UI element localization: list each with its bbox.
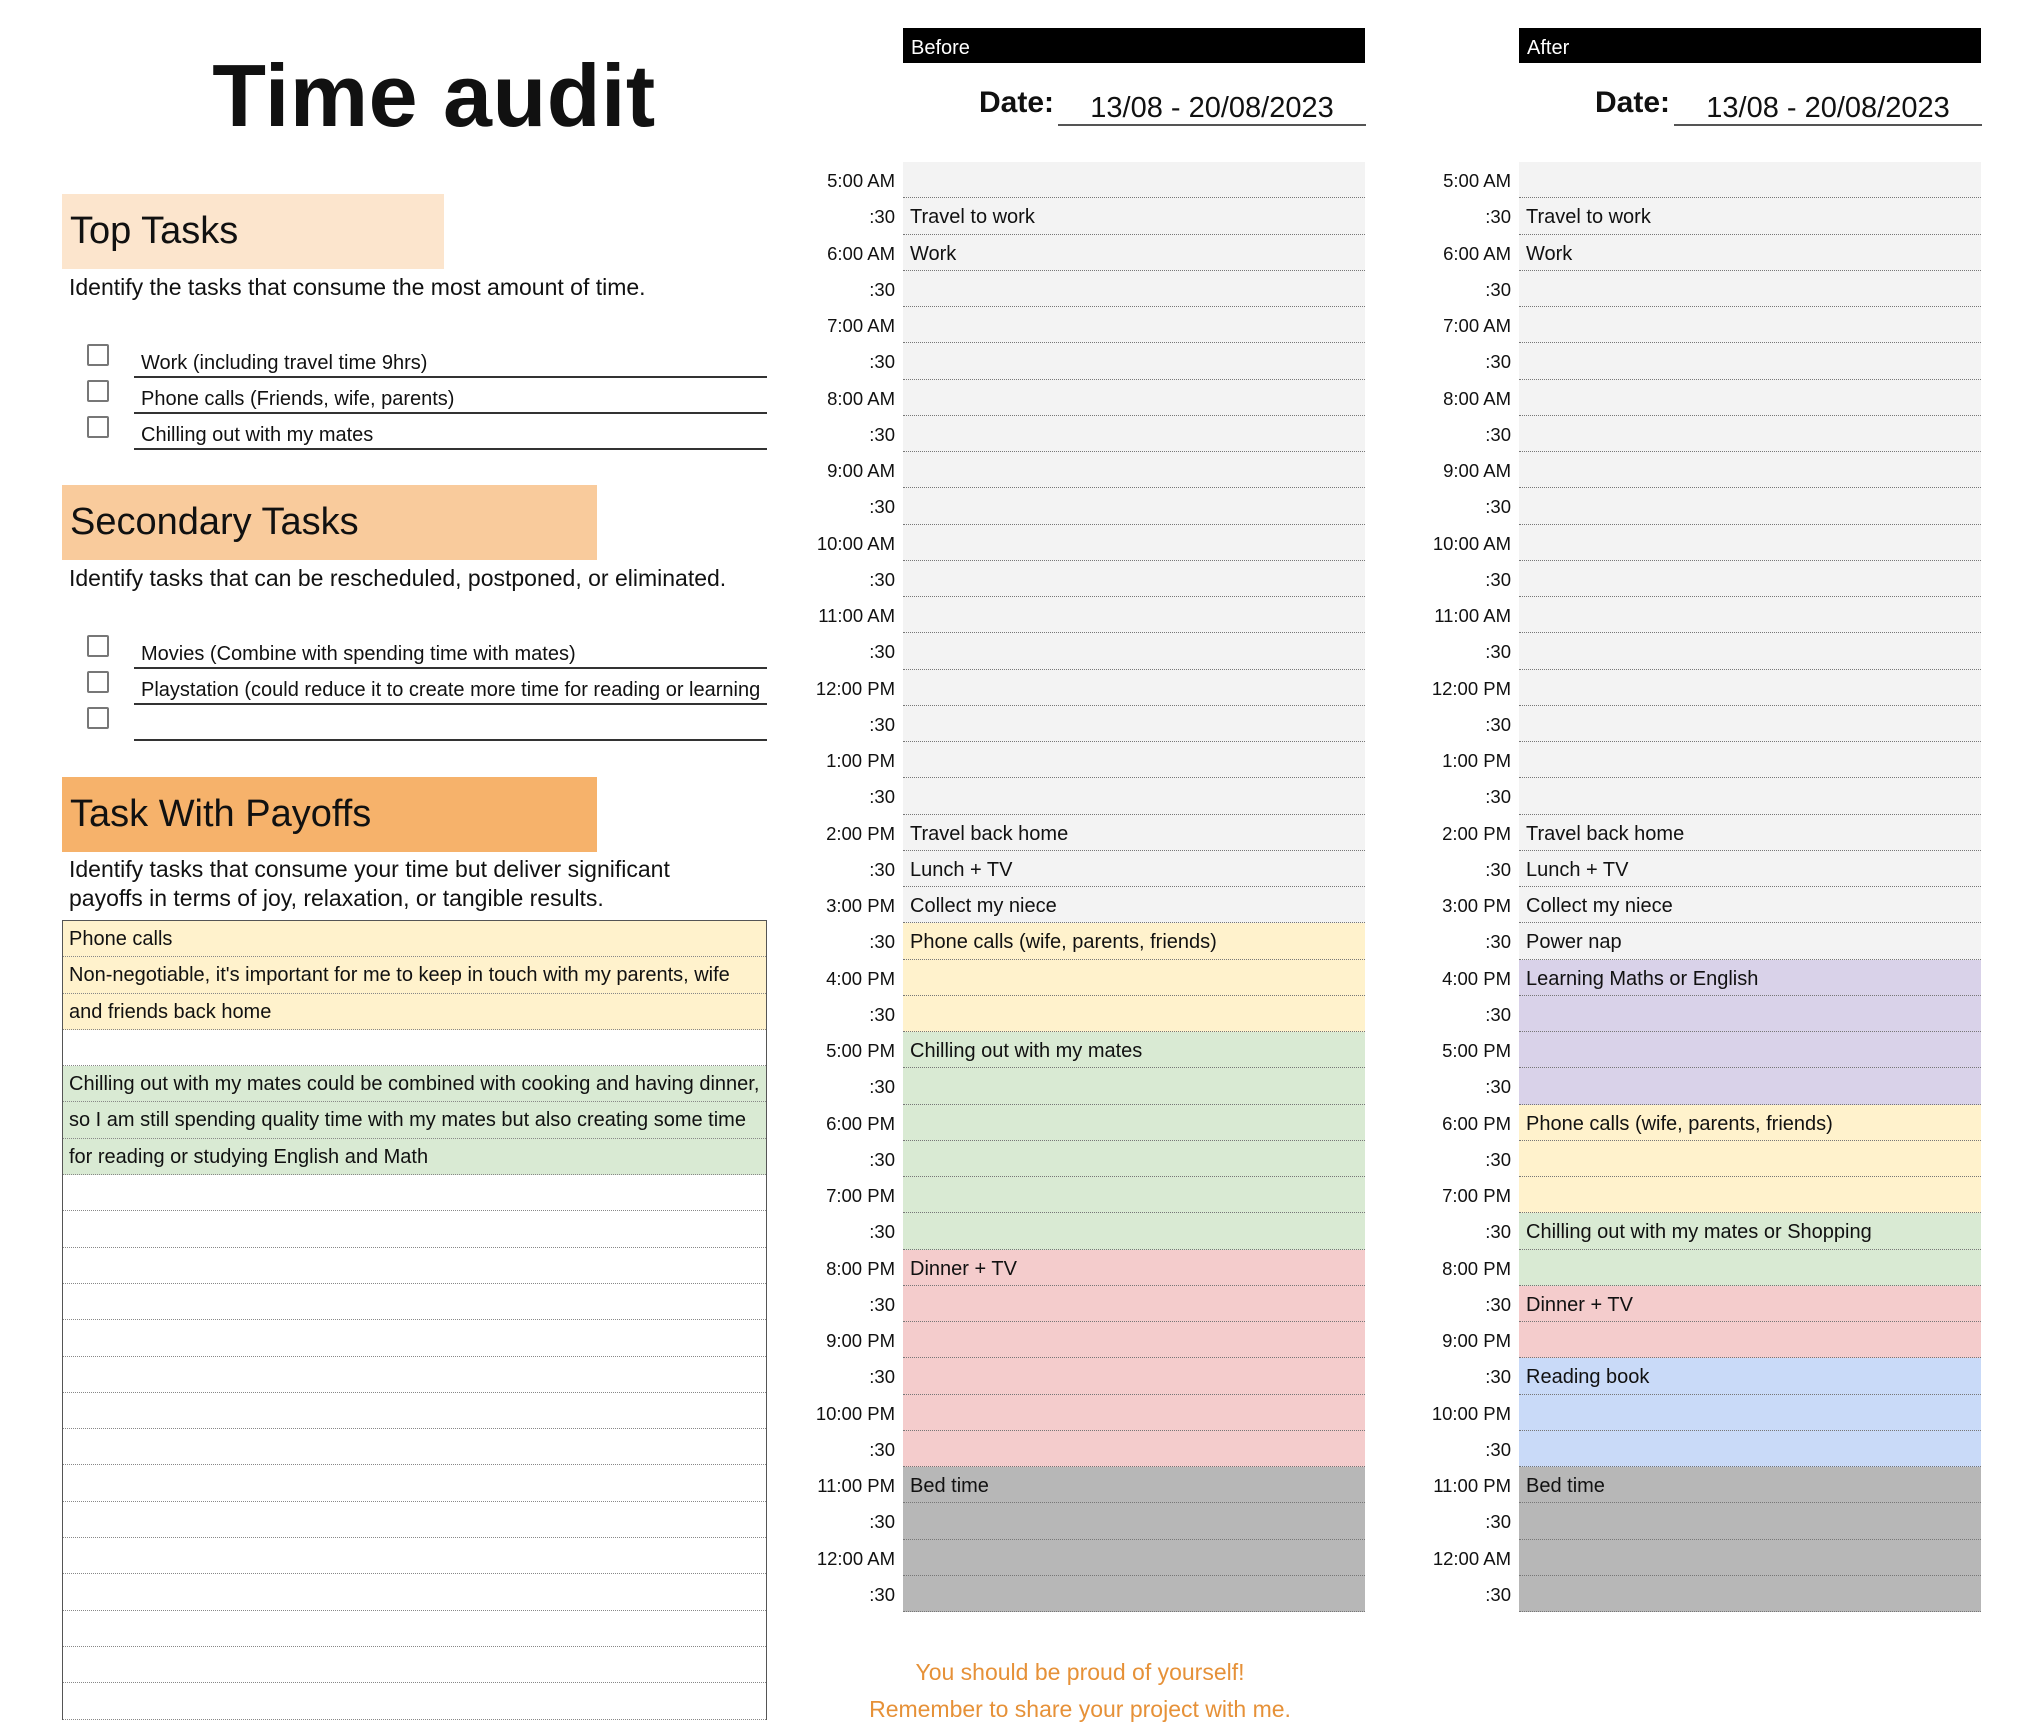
activity-cell[interactable] (1519, 162, 1981, 198)
checklist-item (87, 414, 767, 450)
time-label: 9:00 AM (827, 460, 895, 481)
activity-cell[interactable] (1519, 525, 1981, 561)
activity-cell[interactable] (903, 778, 1365, 814)
activity-cell[interactable] (903, 1141, 1365, 1177)
payoff-row[interactable]: Phone calls (63, 921, 766, 957)
time-label: :30 (1485, 1511, 1511, 1533)
activity-cell[interactable] (1519, 416, 1981, 452)
time-label: :30 (1485, 1003, 1511, 1025)
activity-cell[interactable] (903, 1503, 1365, 1539)
time-label: 7:00 PM (826, 1185, 895, 1206)
activity-cell[interactable] (1519, 1503, 1981, 1539)
activity-cell[interactable] (903, 343, 1365, 379)
time-label: :30 (1485, 568, 1511, 590)
time-label: :30 (869, 641, 895, 663)
activity-cell[interactable]: Lunch + TV (903, 851, 1365, 887)
time-label: 7:00 AM (827, 315, 895, 336)
time-label: :30 (1485, 858, 1511, 880)
time-label: :30 (869, 1148, 895, 1170)
task-payoffs-description-line2: payoffs in terms of joy, relaxation, or tangible results. (69, 885, 604, 911)
time-label: :30 (869, 351, 895, 373)
time-label: 6:00 PM (826, 1112, 895, 1134)
time-label: 6:00 PM (1442, 1112, 1511, 1134)
activity-cell[interactable] (1519, 778, 1981, 814)
footer-message-line2: Remember to share your project with me. (869, 1696, 1291, 1722)
after-header: After (1519, 28, 1981, 63)
payoff-row[interactable] (63, 1248, 766, 1284)
activity-cell[interactable] (1519, 1032, 1981, 1068)
time-label: 10:00 PM (1431, 1402, 1511, 1424)
activity-cell[interactable]: Reading book (1519, 1358, 1981, 1394)
time-label: 2:00 PM (1442, 822, 1511, 844)
time-label: 11:00 PM (1433, 1475, 1511, 1496)
checklist-item (87, 669, 767, 705)
time-label: :30 (1485, 351, 1511, 373)
activity-cell[interactable]: Collect my niece (903, 887, 1365, 923)
activity-cell[interactable] (903, 1431, 1365, 1467)
time-label: 7:00 AM (1443, 315, 1511, 336)
checklist-item-text[interactable]: Movies (Combine with spending time with mates) (141, 643, 576, 665)
payoff-row[interactable]: Chilling out with my mates could be combined with cooking and having dinner, (63, 1066, 766, 1102)
time-label: 5:00 AM (827, 170, 895, 191)
activity-cell[interactable]: Lunch + TV (1519, 851, 1981, 887)
time-label: :30 (1485, 1221, 1511, 1243)
activity-cell[interactable] (1519, 1068, 1981, 1104)
activity-cell[interactable] (903, 1213, 1365, 1249)
time-label: :30 (1485, 641, 1511, 663)
time-label: :30 (869, 496, 895, 518)
activity-cell[interactable]: Bed time (903, 1467, 1365, 1503)
payoff-row[interactable] (63, 1429, 766, 1465)
activity-cell[interactable]: Power nap (1519, 923, 1981, 959)
activity-cell[interactable] (903, 525, 1365, 561)
top-tasks-heading: Top Tasks (62, 194, 444, 269)
time-label: :30 (869, 1003, 895, 1025)
time-label: :30 (1485, 1366, 1511, 1388)
payoff-notes-table (62, 920, 767, 1720)
time-label: :30 (1485, 1293, 1511, 1315)
activity-cell[interactable] (903, 1068, 1365, 1104)
activity-cell[interactable] (1519, 271, 1981, 307)
time-label: 12:00 AM (816, 1547, 895, 1569)
time-label: :30 (869, 278, 895, 300)
activity-cell[interactable] (1519, 742, 1981, 778)
payoff-row[interactable] (63, 1393, 766, 1429)
activity-cell[interactable] (1519, 1250, 1981, 1286)
time-label: 10:00 AM (816, 532, 895, 554)
activity-cell[interactable] (1519, 452, 1981, 488)
time-label: :30 (1485, 1148, 1511, 1170)
activity-cell[interactable] (903, 960, 1365, 996)
time-label: :30 (869, 206, 895, 228)
payoff-row[interactable] (63, 1030, 766, 1066)
activity-cell[interactable] (1519, 1322, 1981, 1358)
time-label: :30 (869, 713, 895, 735)
activity-cell[interactable] (1519, 670, 1981, 706)
payoff-row[interactable] (63, 1574, 766, 1610)
checkbox[interactable] (87, 707, 109, 729)
payoff-row[interactable]: Non-negotiable, it's important for me to keep in touch with my parents, wife (63, 957, 766, 993)
payoff-row[interactable] (63, 1502, 766, 1538)
time-label: 3:00 PM (826, 895, 895, 916)
time-label: 9:00 PM (826, 1330, 895, 1351)
activity-cell[interactable] (903, 1395, 1365, 1431)
activity-cell[interactable]: Travel back home (903, 815, 1365, 851)
time-label: :30 (869, 858, 895, 880)
time-label: :30 (1485, 1438, 1511, 1460)
activity-cell[interactable] (1519, 1141, 1981, 1177)
checklist-item (87, 705, 767, 741)
activity-cell[interactable] (903, 996, 1365, 1032)
task-payoffs-description (69, 855, 769, 913)
payoff-row[interactable] (63, 1647, 766, 1683)
time-label: :30 (869, 1293, 895, 1315)
top-tasks-description: Identify the tasks that consume the most amount of time. (69, 274, 646, 300)
activity-cell[interactable]: Travel back home (1519, 815, 1981, 851)
time-label: 7:00 PM (1442, 1185, 1511, 1206)
activity-cell[interactable]: Dinner + TV (1519, 1286, 1981, 1322)
time-label: :30 (869, 568, 895, 590)
activity-cell[interactable] (1519, 488, 1981, 524)
page-title: Time audit (212, 46, 656, 145)
time-label: 10:00 AM (1432, 532, 1511, 554)
activity-cell[interactable] (903, 416, 1365, 452)
activity-cell[interactable]: Collect my niece (1519, 887, 1981, 923)
time-label: :30 (869, 423, 895, 445)
time-label: 5:00 AM (1443, 170, 1511, 191)
time-label: :30 (869, 1366, 895, 1388)
time-label: :30 (869, 1511, 895, 1533)
checkbox[interactable] (87, 416, 109, 438)
time-label: :30 (869, 931, 895, 953)
task-payoffs-heading: Task With Payoffs (62, 777, 597, 852)
checklist-line (134, 448, 767, 450)
time-label: :30 (1485, 496, 1511, 518)
time-label: :30 (869, 786, 895, 808)
activity-cell[interactable] (1519, 996, 1981, 1032)
time-label: 9:00 PM (1442, 1330, 1511, 1351)
checkbox[interactable] (87, 344, 109, 366)
activity-cell[interactable] (903, 1177, 1365, 1213)
payoff-row[interactable] (63, 1175, 766, 1211)
activity-cell[interactable]: Travel to work (903, 198, 1365, 234)
payoff-row[interactable] (63, 1320, 766, 1356)
before-header: Before (903, 28, 1365, 63)
time-label: 5:00 PM (826, 1040, 895, 1061)
activity-cell[interactable] (903, 162, 1365, 198)
activity-cell[interactable] (903, 1105, 1365, 1141)
activity-cell[interactable] (903, 1322, 1365, 1358)
activity-cell[interactable] (1519, 633, 1981, 669)
time-label: :30 (1485, 206, 1511, 228)
activity-cell[interactable] (903, 742, 1365, 778)
activity-cell[interactable] (1519, 1177, 1981, 1213)
time-label: 9:00 AM (1443, 460, 1511, 481)
time-label: 8:00 AM (827, 387, 895, 409)
activity-cell[interactable] (1519, 1540, 1981, 1576)
payoff-row[interactable]: and friends back home (63, 994, 766, 1030)
time-label: 11:00 AM (818, 605, 895, 626)
payoff-row[interactable] (63, 1465, 766, 1501)
checkbox[interactable] (87, 380, 109, 402)
checkbox[interactable] (87, 671, 109, 693)
time-label: :30 (869, 1076, 895, 1098)
activity-cell[interactable] (903, 307, 1365, 343)
activity-cell[interactable]: Travel to work (1519, 198, 1981, 234)
time-label: 8:00 PM (826, 1257, 895, 1279)
after-date-label: Date: (1595, 86, 1671, 119)
time-label: :30 (1485, 786, 1511, 808)
activity-cell[interactable] (1519, 1576, 1981, 1612)
activity-cell[interactable] (903, 380, 1365, 416)
time-label: 3:00 PM (1442, 895, 1511, 916)
payoff-row[interactable] (63, 1211, 766, 1247)
time-label: 8:00 PM (1442, 1257, 1511, 1279)
payoff-row[interactable] (63, 1611, 766, 1647)
activity-cell[interactable]: Chilling out with my mates (903, 1032, 1365, 1068)
activity-cell[interactable] (903, 271, 1365, 307)
checklist-item-text[interactable]: Work (including travel time 9hrs) (141, 352, 428, 374)
footer-message-line1: You should be proud of yourself! (915, 1659, 1245, 1685)
activity-cell[interactable] (903, 561, 1365, 597)
activity-cell[interactable] (903, 452, 1365, 488)
activity-cell[interactable] (903, 488, 1365, 524)
time-label: 10:00 PM (815, 1402, 895, 1424)
payoff-row[interactable] (63, 1538, 766, 1574)
time-label: 8:00 AM (1443, 387, 1511, 409)
task-payoffs-description-line1: Identify tasks that consume your time but deliver significant (69, 856, 670, 882)
checklist-item-text[interactable]: Playstation (could reduce it to create more time for reading or learning (141, 679, 761, 701)
before-date-field[interactable]: 13/08 - 20/08/2023 (1058, 88, 1366, 126)
activity-cell[interactable] (903, 1358, 1365, 1394)
time-label: :30 (1485, 1076, 1511, 1098)
checklist-item (87, 342, 767, 378)
time-label: 6:00 AM (827, 242, 895, 264)
activity-cell[interactable]: Work (903, 235, 1365, 271)
after-date-field[interactable]: 13/08 - 20/08/2023 (1674, 88, 1982, 126)
activity-cell[interactable]: Work (1519, 235, 1981, 271)
time-label: :30 (1485, 278, 1511, 300)
activity-cell[interactable] (1519, 1431, 1981, 1467)
activity-cell[interactable] (903, 1286, 1365, 1322)
activity-cell[interactable] (1519, 380, 1981, 416)
activity-cell[interactable] (1519, 307, 1981, 343)
time-label: 11:00 PM (817, 1475, 895, 1496)
payoff-row[interactable]: so I am still spending quality time with my mates but also creating some time (63, 1102, 766, 1138)
checkbox[interactable] (87, 635, 109, 657)
time-label: :30 (869, 1583, 895, 1605)
time-label: :30 (1485, 1583, 1511, 1605)
secondary-tasks-description: Identify tasks that can be rescheduled, postponed, or eliminated. (69, 565, 727, 591)
payoff-row[interactable] (63, 1284, 766, 1320)
activity-cell[interactable]: Learning Maths or English (1519, 960, 1981, 996)
checklist-line (134, 739, 767, 741)
activity-cell[interactable] (903, 597, 1365, 633)
time-label: 12:00 PM (1431, 677, 1511, 699)
activity-cell[interactable]: Phone calls (wife, parents, friends) (903, 923, 1365, 959)
payoff-row[interactable]: for reading or studying English and Math (63, 1139, 766, 1175)
activity-cell[interactable] (903, 670, 1365, 706)
time-label: :30 (1485, 713, 1511, 735)
time-label: :30 (869, 1438, 895, 1460)
time-label: :30 (869, 1221, 895, 1243)
checklist-item-text[interactable]: Chilling out with my mates (141, 424, 374, 446)
time-label: 5:00 PM (1442, 1040, 1511, 1061)
time-label: 1:00 PM (1442, 750, 1511, 771)
activity-cell[interactable] (1519, 706, 1981, 742)
activity-cell[interactable]: Bed time (1519, 1467, 1981, 1503)
time-label: :30 (1485, 423, 1511, 445)
time-label: 1:00 PM (826, 750, 895, 771)
activity-cell[interactable] (1519, 597, 1981, 633)
time-label: 4:00 PM (1442, 967, 1511, 989)
time-label: :30 (1485, 931, 1511, 953)
time-label: 6:00 AM (1443, 242, 1511, 264)
time-label: 4:00 PM (826, 967, 895, 989)
before-date-label: Date: (979, 86, 1055, 119)
checklist-item (87, 378, 767, 414)
checklist-item (87, 633, 767, 669)
activity-cell[interactable]: Chilling out with my mates or Shopping (1519, 1213, 1981, 1249)
activity-cell[interactable] (903, 1576, 1365, 1612)
time-label: 2:00 PM (826, 822, 895, 844)
activity-cell[interactable] (903, 633, 1365, 669)
time-label: 12:00 PM (815, 677, 895, 699)
payoff-row[interactable] (63, 1683, 766, 1719)
checklist-item-text[interactable]: Phone calls (Friends, wife, parents) (141, 388, 455, 410)
activity-cell[interactable] (1519, 343, 1981, 379)
activity-cell[interactable] (1519, 1395, 1981, 1431)
activity-cell[interactable] (903, 706, 1365, 742)
activity-cell[interactable]: Phone calls (wife, parents, friends) (1519, 1105, 1981, 1141)
payoff-row[interactable] (63, 1357, 766, 1393)
time-label: 11:00 AM (1434, 605, 1511, 626)
secondary-tasks-heading: Secondary Tasks (62, 485, 597, 560)
activity-cell[interactable]: Dinner + TV (903, 1250, 1365, 1286)
activity-cell[interactable] (1519, 561, 1981, 597)
activity-cell[interactable] (903, 1540, 1365, 1576)
time-label: 12:00 AM (1432, 1547, 1511, 1569)
